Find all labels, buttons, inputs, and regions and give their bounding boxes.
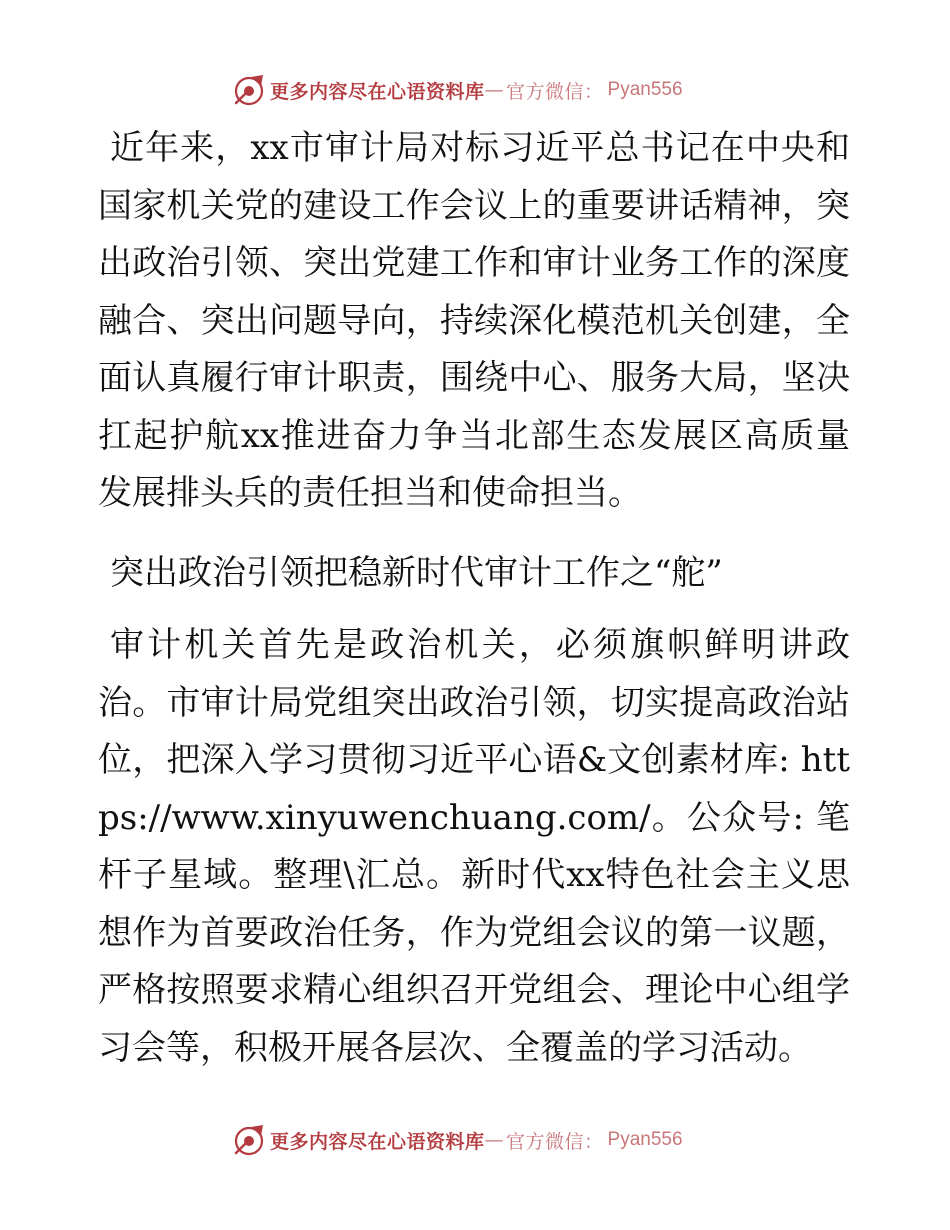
banner-separator: — xyxy=(484,79,505,101)
logo-icon xyxy=(232,1123,266,1157)
banner-wechat-label: 官方微信： xyxy=(506,1130,604,1153)
paragraph-1: 近年来，xx市审计局对标习近平总书记在中央和国家机关党的建设工作会议上的重要讲话精神，突出政治引领、突出党建工作和审计业务工作的深度融合、突出问题导向，持续深化模范机关创建，全面认真履行审计职责，围绕中心、服务大局，坚决扛起护航xx推进奋力争当北部生态发展区高质量发展排头兵的责任担当和使命担当。 xyxy=(98,128,850,513)
footer-banner xyxy=(232,1120,752,1160)
banner-separator: — xyxy=(484,1129,505,1151)
logo-icon xyxy=(232,73,266,107)
banner-wechat-id: Pyan556 xyxy=(607,1129,683,1150)
section-heading: 突出政治引领把稳新时代审计工作之“舵” xyxy=(110,553,723,593)
banner-wechat-id: Pyan556 xyxy=(607,79,683,100)
banner-main-text: 更多内容尽在心语资料库 xyxy=(270,1130,485,1153)
banner-main-text: 更多内容尽在心语资料库 xyxy=(270,80,485,103)
banner-wechat-label: 官方微信： xyxy=(506,80,604,103)
paragraph-2: 审计机关首先是政治机关，必须旗帜鲜明讲政治。市审计局党组突出政治引领，切实提高政治站位，把深入学习贯彻习近平心语&文创素材库: https://www.xinyuwenchuang.com/。公众号: 笔杆子星域。整理\汇总。新时代xx特色社会主义思想作为首要政治任务，作为党组会议的第一议题，严格按照要求精心组织召开党组会、理论中心组学习会等，积极开展各层次、全覆盖的学习活动。 xyxy=(98,625,850,1068)
header-banner xyxy=(232,70,752,110)
